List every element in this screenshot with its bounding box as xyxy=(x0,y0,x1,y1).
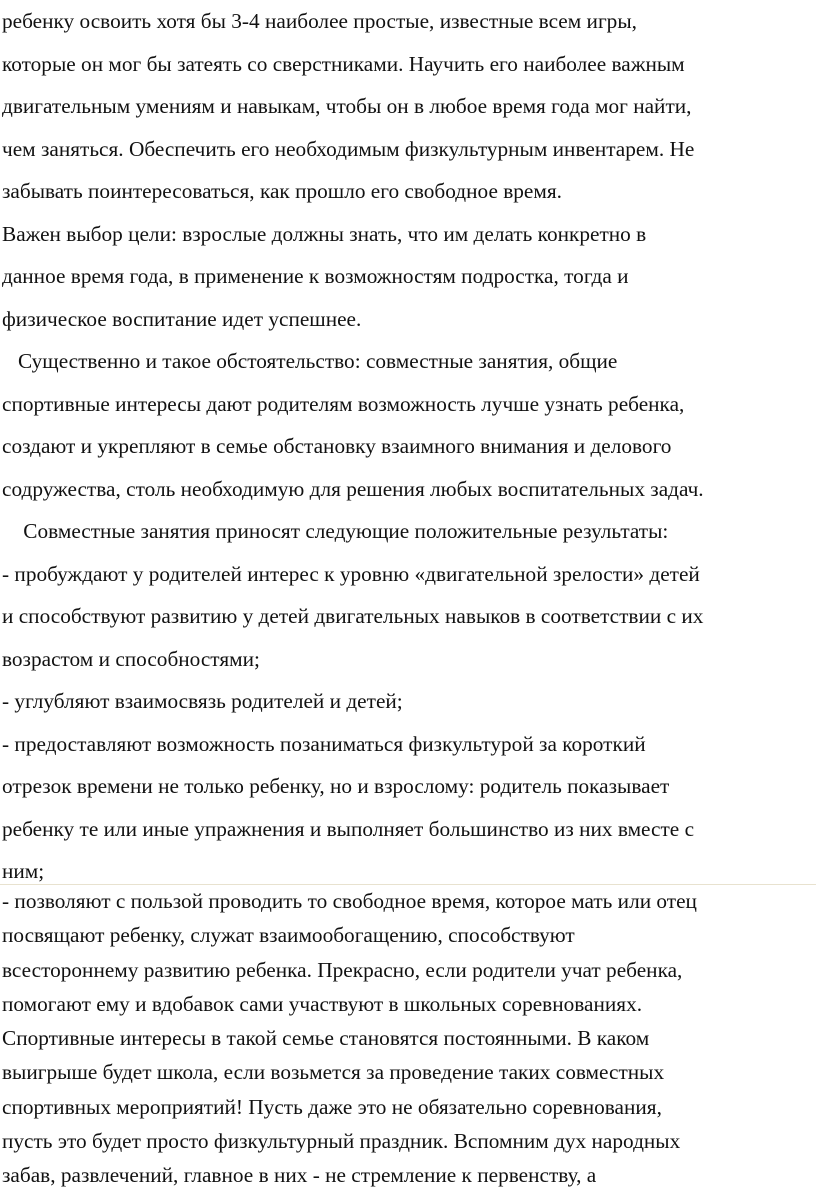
text-line: возрастом и способностями; xyxy=(2,646,260,671)
text-line: забывать поинтересоваться, как прошло его свободное время. xyxy=(2,179,562,203)
text-line: двигательным умениям и навыкам, чтобы он в любое время года мог найти, xyxy=(2,94,692,118)
text-line: ребенку те или иные упражнения и выполняет большинство из них вместе с xyxy=(2,816,695,841)
text-line: спортивные интересы дают родителям возможность лучше узнать ребенка, xyxy=(2,391,685,416)
text-line: которые он мог бы затеять со сверстниками. Научить его наиболее важным xyxy=(2,51,685,76)
text-line: чем заняться. Обеспечить его необходимым физкультурным инвентарем. Не xyxy=(2,136,695,161)
text-line: - предоставляют возможность позаниматься физкультурой за короткий xyxy=(2,731,646,756)
text-line: данное время года, в применение к возможностям подростка, тогда и xyxy=(2,264,629,288)
text-line: ним; xyxy=(2,859,45,883)
text-line: посвящают ребенку, служат взаимообогащению, способствуют xyxy=(2,923,575,948)
text-line: Важен выбор цели: взрослые должны знать, что им делать конкретно в xyxy=(2,221,647,246)
text-line: ребенку освоить хотя бы 3-4 наиболее простые, известные всем игры, xyxy=(2,9,637,33)
text-line: и способствуют развитию у детей двигательных навыков в соответствии с их xyxy=(2,604,704,628)
text-line: физическое воспитание идет успешнее. xyxy=(2,306,362,331)
text-line: отрезок времени не только ребенку, но и взрослому: родитель показывает xyxy=(2,774,670,798)
text-line: содружества, столь необходимую для решения любых воспитательных задач. xyxy=(2,476,704,501)
text-section-lower xyxy=(2,884,814,1193)
text-line: - пробуждают у родителей интерес к уровню «двигательной зрелости» детей xyxy=(2,561,700,586)
text-line: помогают ему и вдобавок сами участвуют в школьных соревнованиях. xyxy=(2,991,643,1016)
text-line: - позволяют с пользой проводить то свободное время, которое мать или отец xyxy=(2,889,697,913)
text-line: забав, развлечений, главное в них - не стремление к первенству, а xyxy=(2,1163,597,1188)
text-line: - углубляют взаимосвязь родителей и детей; xyxy=(2,689,403,713)
text-line: выигрыше будет школа, если возьмется за проведение таких совместных xyxy=(2,1060,665,1085)
text-line: всестороннему развитию ребенка. Прекрасно, если родители учат ребенка, xyxy=(2,957,683,982)
text-section-upper xyxy=(2,0,814,893)
text-line: Совместные занятия приносят следующие положительные результаты: xyxy=(2,519,669,543)
text-line: спортивных мероприятий! Пусть даже это не обязательно соревнования, xyxy=(2,1094,662,1119)
text-line: Спортивные интересы в такой семье становятся постоянными. В каком xyxy=(2,1026,650,1051)
text-line: Существенно и такое обстоятельство: совместные занятия, общие xyxy=(2,349,618,373)
text-line: создают и укрепляют в семье обстановку взаимного внимания и делового xyxy=(2,434,672,458)
text-line: пусть это будет просто физкультурный праздник. Вспомним дух народных xyxy=(2,1129,681,1154)
